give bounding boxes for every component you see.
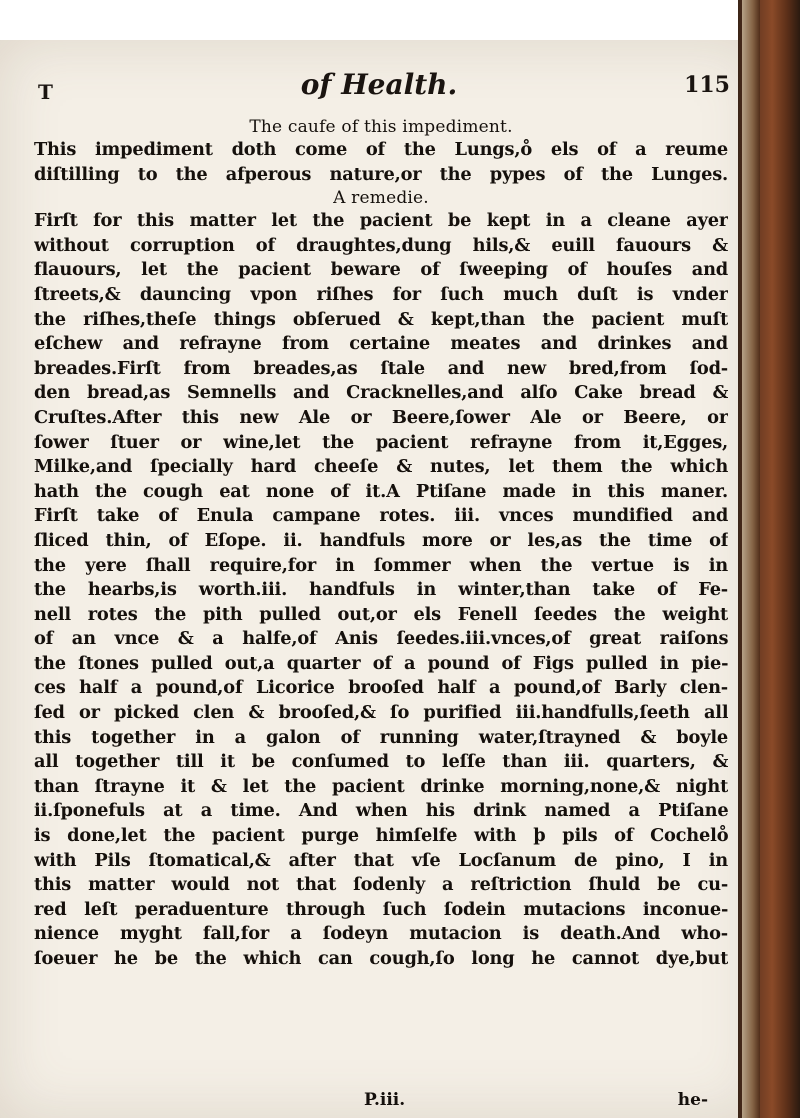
text-line: This impediment doth come of the Lungs,o̊ els of a reume [34, 139, 728, 160]
text-line: Milke,and ſpecially hard cheeſe & nutes, let them the which [34, 456, 728, 478]
running-title: of Health. [300, 68, 458, 101]
paragraph [34, 138, 728, 187]
main-text [34, 116, 728, 972]
text-line: with Pils ſtomatical,& after that vſe Locſanum de pino, I in [34, 849, 728, 871]
text-line: Firſt take of Enula campane rotes. iii. vnces mundified and [34, 505, 728, 527]
text-line: all together till it be conſumed to leſſe than iii. quarters, & [34, 751, 728, 773]
text-line: the yere ſhall require,for in ſommer when the vertue is in [34, 554, 728, 576]
text-line: the riſhes,theſe things obſerued & kept,than the pacient muſt [34, 308, 728, 330]
text-line: ſower ſtuer or wine,let the pacient refrayne from it,Egges, [34, 431, 728, 453]
text-line: the ſtones pulled out,a quarter of a pound of Figs pulled in pie- [34, 652, 728, 674]
text-line: than ſtrayne it & let the pacient drinke morning,none,& night [34, 775, 728, 797]
catchword: he- [677, 1090, 708, 1110]
text-line: hath the cough eat none of it.A Ptiſane made in this maner. [34, 480, 728, 502]
text-line: Firſt for this matter let the pacient be kept in a cleane ayer [34, 210, 728, 232]
running-header [24, 66, 734, 112]
text-line: red leſt peraduenture through ſuch ſodein mutacions inconue- [34, 898, 728, 920]
paragraph [34, 209, 728, 971]
text-line: ſliced thin, of Eſope. ii. handfuls more or les,as the time of [34, 529, 728, 551]
text-line: ces half a pound,of Licorice brooſed half a pound,of Barly clen- [34, 677, 728, 699]
page-edge [742, 0, 760, 1118]
text-line: flauours, let the pacient beware of ſweeping of houſes and [34, 259, 728, 281]
folio-number: 115 [684, 72, 730, 98]
text-line: nience myght fall,for a ſodeyn mutacion is death.And who- [34, 923, 728, 945]
text-line: ſed or picked clen & brooſed,& ſo purified iii.handfulls,ſeeth all [34, 702, 728, 724]
text-line: is done,let the pacient purge himſelfe with þ pils of Cochelo̊ [34, 825, 728, 847]
text-line: this matter would not that ſodenly a reſtriction ſhuld be cu- [34, 874, 728, 896]
page-footer [34, 1090, 728, 1114]
text-line: breades.Firſt from breades,as ſtale and new bred,from ſod- [34, 357, 728, 379]
text-line: of an vnce & a halfe,of Anis ſeedes.iii.vnces,of great raiſons [34, 628, 728, 650]
text-line: Cruſtes.After this new Ale or Beere,ſower Ale or Beere, or [34, 406, 728, 428]
text-line: eſchew and refrayne from certaine meates and drinkes and [34, 333, 728, 355]
text-line: this together in a galon of running water,ſtrayned & boyle [34, 726, 728, 748]
text-line: ſtreets,& dauncing vpon riſhes for ſuch much duſt is vnder [34, 283, 728, 305]
text-line: diſtilling to the afperous nature,or the pypes of the Lunges. [34, 163, 728, 185]
signature-mark: T [38, 80, 53, 104]
text-line: without corruption of draughtes,dung hils,& euill fauours & [34, 234, 728, 256]
text-line: den bread,as Semnells and Cracknelles,and alſo Cake bread & [34, 382, 728, 404]
text-line: nell rotes the pith pulled out,or els Fenell ſeedes the weight [34, 603, 728, 625]
text-line: ii.ſponefuls at a time. And when his drink named a Ptiſane [34, 800, 728, 822]
section-heading: The caufe of this impediment. [249, 117, 513, 137]
text-line: ſoeuer he be the which can cough,ſo long he cannot dye,but [34, 948, 728, 969]
footer-signature: P.iii. [364, 1090, 406, 1110]
section-heading: A remedie. [333, 188, 429, 209]
text-line: the hearbs,is worth.iii. handfuls in winter,than take of Fe- [34, 579, 728, 601]
